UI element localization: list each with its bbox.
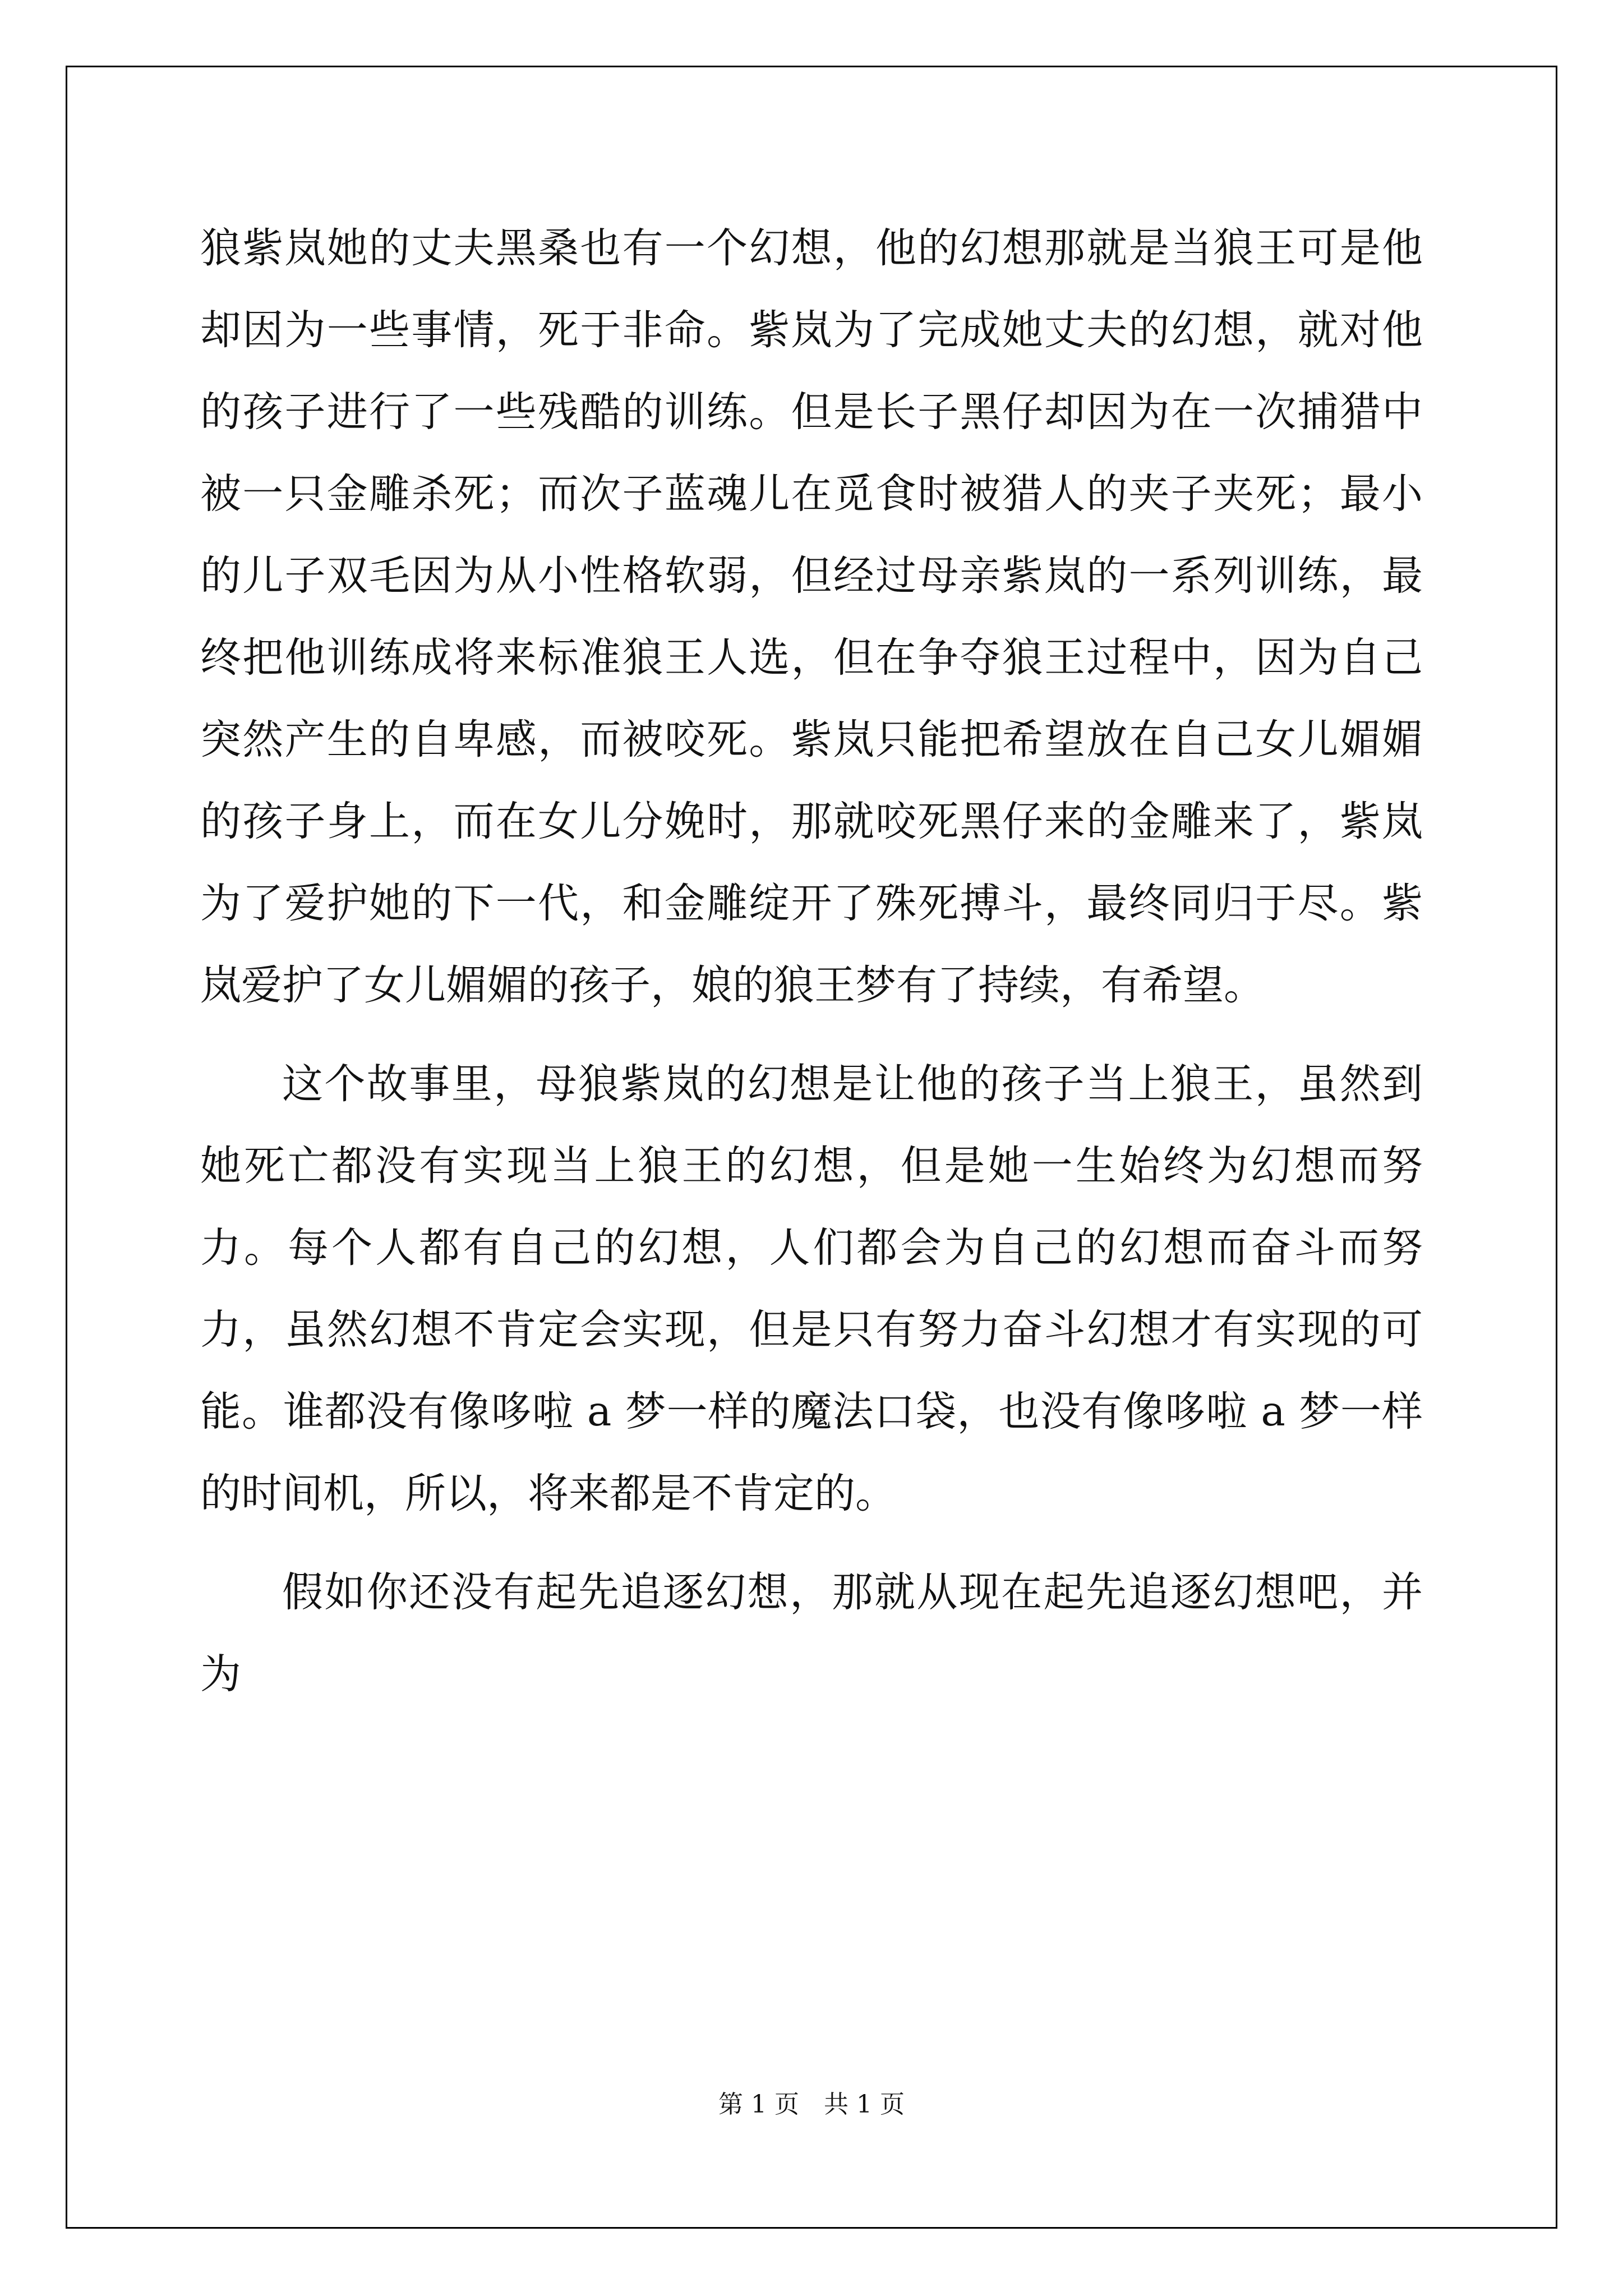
document-body <box>200 208 1423 1732</box>
paragraph-3: 假如你还没有起先追逐幻想，那就从现在起先追逐幻想吧，并为 <box>200 1568 1423 1698</box>
paragraph-1: 狼紫岚她的丈夫黑桑也有一个幻想，他的幻想那就是当狼王可是他却因为一些事情，死于非命。紫岚为了完成她丈夫的幻想，就对他的孩子进行了一些残酷的训练。但是长子黑仔却因为在一次捕猎中被一只金雕杀死；而次子蓝魂儿在觅食时被猎人的夹子夹死；最小的儿子双毛因为从小性格软弱，但经过母亲紫岚的一系列训练，最终把他训练成将来标准狼王人选，但在争夺狼王过程中，因为自己突然产生的自卑感，而被咬死。紫岚只能把希望放在自己女儿媚媚的孩子身上，而在女儿分娩时，那就咬死黑仔来的金雕来了，紫岚为了爱护她的下一代，和金雕绽开了殊死搏斗，最终同归于尽。紫岚爱护了女儿媚媚的孩子，娘的狼王梦有了持续，有希望。 <box>200 224 1423 1009</box>
paragraph-2: 这个故事里，母狼紫岚的幻想是让他的孩子当上狼王，虽然到她死亡都没有实现当上狼王的幻想，但是她一生始终为幻想而努力。每个人都有自己的幻想，人们都会为自己的幻想而奋斗而努力，虽然幻想不肯定会实现，但是只有努力奋斗幻想才有实现的可能。谁都没有像哆啦 a 梦一样的魔法口袋，也没有像哆啦 a 梦一样的时间机，所以，将来都是不肯定的。 <box>200 1060 1423 1517</box>
page-number-label: 第 1 页 共 1 页 <box>718 2090 905 2119</box>
page-footer <box>0 2088 1623 2122</box>
